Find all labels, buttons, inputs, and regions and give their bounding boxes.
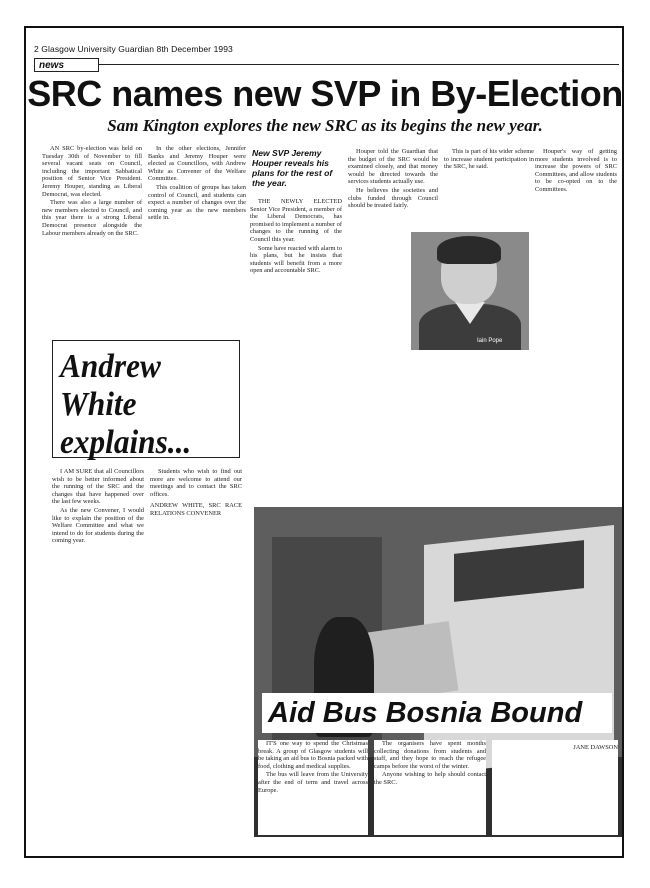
paragraph: THE NEWLY ELECTED Senior Vice President, a member of the Liberal Democrats, has promised to implement a number of changes to the running of the Council this year. [250, 198, 342, 243]
sidebar-column-1 [52, 468, 144, 838]
paragraph: There was also a large number of new members elected to Council, and this year there is a strong Liberal Democrat presence alongside the Labour members already on the SRC. [42, 199, 142, 237]
section-tag: news [34, 58, 99, 72]
paragraph: This is part of his wider scheme to increase student participation in the SRC, he said. [444, 148, 534, 171]
paragraph: This coalition of groups has taken control of Council, and students can expect a number of changes over the coming year as the new members settle in. [148, 183, 246, 222]
sidebar-box-title: Andrew White explains... [60, 348, 192, 461]
article-headline: SRC names new SVP in By-Election [27, 73, 623, 114]
paragraph: I AM SURE that all Councillors wish to be better informed about the running of the SRC and the changes that have happened over the last few weeks. [52, 468, 144, 506]
paragraph: The organisers have spent months collecting donations from students and staff, and they hope to reach the refugee camps before the worst of the winter. [374, 740, 486, 770]
aid-bus-column-1 [258, 740, 368, 835]
paragraph: In the other elections, Jennifer Banks and Jeremy Houper were elected as Councillors, with Andrew White as Convener of the Welfare Committee. [148, 145, 246, 183]
article-column-2 [148, 145, 246, 335]
paragraph: IT'S one way to spend the Christmas break. A group of Glasgow students will be taking an aid bus to Bosnia packed with food, clothing and medical supplies. [258, 740, 368, 770]
article-column-5 [444, 148, 534, 228]
aid-bus-headline: Aid Bus Bosnia Bound [262, 693, 612, 733]
paragraph: He believes the societies and clubs funded through Council should be treated fairly. [348, 186, 438, 210]
aid-bus-column-3 [492, 740, 618, 835]
running-header: 2 Glasgow University Guardian 8th December 1993 [34, 44, 233, 54]
paragraph: Houper told the Guardian that the budget of the SRC would be examined closely, and that money would be directed towards the services students actually use. [348, 148, 438, 186]
paragraph: Some have reacted with alarm to his plans, but he insists that students will benefit from a more open and accountable SRC. [250, 244, 342, 275]
article-deck: New SVP Jeremy Houper reveals his plans for the rest of the year. [252, 148, 333, 188]
paragraph: AN SRC by-election was held on Tuesday 30th of November to fill several vacant seats on Council, including the important Sabbatical position of Senior Vice President. Jeremy Houper, standing as Liberal Democrat, was elected. [42, 145, 142, 198]
paragraph: Houper's way of getting more students involved is to increase the powers of SRC Committees, and allow students to be co-opted on to the Committees. [535, 148, 617, 193]
portrait-photo [411, 232, 529, 350]
portrait-hair [437, 236, 501, 264]
paragraph: The bus will leave from the University after the end of term and travel across Europe. [258, 771, 368, 794]
article-column-6 [535, 148, 617, 498]
photo-credit: Iain Pope [477, 338, 503, 344]
section-rule [99, 64, 619, 65]
paragraph: Anyone wishing to help should contact the SRC. [374, 771, 486, 786]
article-subhead: Sam Kington explores the new SRC as its begins the new year. [107, 116, 543, 135]
article-column-3 [250, 198, 342, 498]
aid-crate [360, 621, 459, 703]
article-signature: JANE DAWSON [573, 744, 618, 751]
sidebar-column-2 [150, 468, 242, 838]
article-column-1 [42, 145, 142, 335]
sidebar-signature: ANDREW WHITE, SRC RACE RELATIONS CONVENER [150, 502, 242, 517]
paragraph: As the new Convener, I would like to explain the position of the Welfare Committee and what we intend to do for students during the coming year. [52, 506, 144, 545]
aid-bus-column-2 [374, 740, 486, 835]
paragraph: Students who wish to find out more are welcome to attend our meetings and to contact the SRC offices. [150, 468, 242, 498]
